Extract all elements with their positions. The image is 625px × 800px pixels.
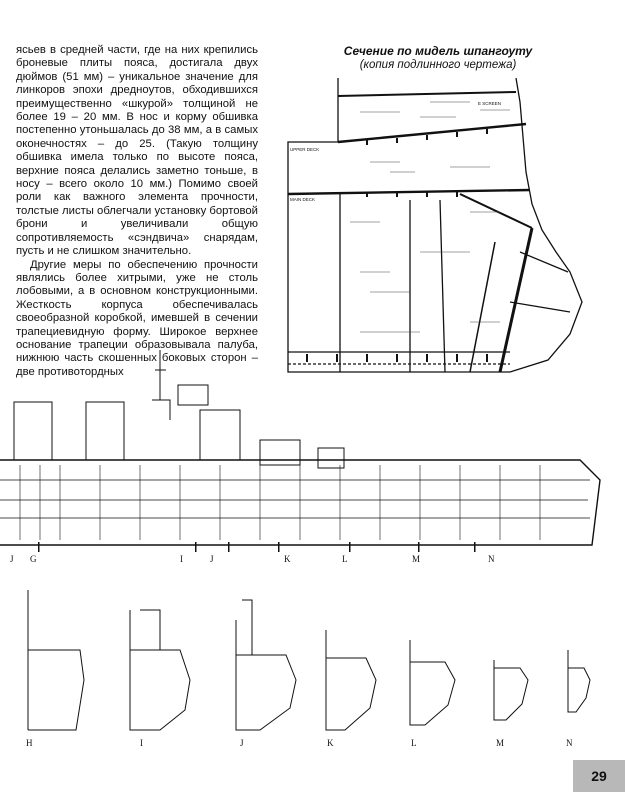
figure-title: Сечение по мидель шпангоуту [343,44,533,58]
ship-profile-drawing [0,340,610,560]
frame-label: L [342,554,348,564]
section-label: M [496,738,505,748]
cross-sections-drawing [0,580,610,740]
e-screen-label: E SCREEN [478,101,502,106]
section-label: N [566,738,573,748]
frame-label: J [210,554,214,564]
frame-label: N [488,554,495,564]
section-label: L [411,738,417,748]
article-text [16,44,258,379]
section-label: J [240,738,244,748]
section-label: K [327,738,334,748]
frame-label: M [412,554,421,564]
frame-label: G [30,554,37,564]
frame-label: K [284,554,291,564]
article-paragraph: Другие меры по обеспечению прочности являлись более хитрыми, уже не столь лобовыми, а в основном конструкционными. Жесткость корпуса обеспечивалась своеобразной коробкой, имевшей в сечении трапециевидную форму. Широкое верхнее основание трапеции образовывала палуба, нижнюю часть скошенных боковых сторон – две противотордных [16,258,258,378]
section-label: H [26,738,33,748]
page-number: 29 [573,760,625,792]
figure-caption [268,44,608,71]
upper-deck-label: UPPER DECK [290,147,320,152]
figure-subtitle: (копия подлинного чертежа) [359,59,517,71]
frame-label: I [180,554,183,564]
section-label: I [140,738,143,748]
frame-label: J [10,554,14,564]
article-paragraph: ясьев в средней части, где на них крепились броневые плиты пояса, достигала двух дюймов (51 мм) – уникальное значение для линкоров эпохи дредноутов, обходившихся преимущественно «шкурой» толщиной не более 19 – 20 мм. В нос и корму обшивка постепенно утоньшалась до 38 мм, а в самых оконечностях – до 25. (Такую толщину обшивка имела только по высоте пояса, верхние пояса делались заметно тоньше, в носу – всего около 10 мм.) Помимо своей роли как важного элемента прочности, толстые листы облегчали установку бортовой брони и увеличивали общую сопротивляемость «сэндвича» снарядам, пусть и не слишком значительно. [16,44,258,258]
main-deck-label: MAIN DECK [290,197,316,202]
